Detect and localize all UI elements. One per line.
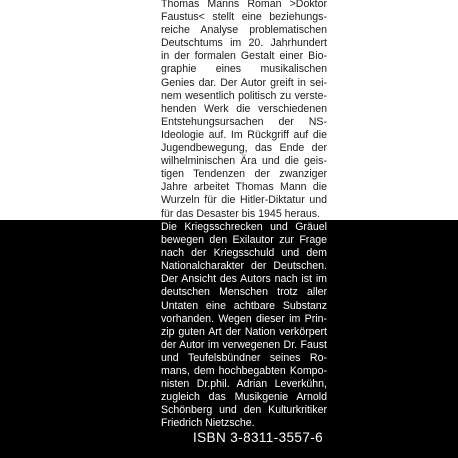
blurb-line: für das Desaster bis 1945 heraus. (161, 207, 320, 220)
blurb-line: Jahre arbeitet Thomas Mann die (161, 181, 327, 194)
blurb-line: und Teufelsbündner seines Ro- (161, 351, 327, 364)
blurb-line: nach der Kriegsschuld und dem (161, 247, 327, 260)
blurb-line: Genies dar. Der Autor greift in sei- (161, 76, 327, 89)
blurb-line: Deutschtums im 20. Jahrhundert (161, 37, 327, 50)
blurb-line: Die Kriegsschrecken und Gräuel (161, 221, 327, 233)
blurb-line: henden Werk die verschiedenen (161, 102, 327, 115)
blurb-line: der Autor im verwegenen Dr. Faust (161, 338, 327, 351)
blurb-line: Schönberg und den Kulturkritiker (161, 404, 327, 417)
blurb-line: wilhelminischen Ära und die geis- (161, 155, 327, 168)
blurb-line: in der formalen Gestalt einer Bio- (161, 50, 327, 63)
blurb-line: nem wesentlich politisch zu verste- (161, 89, 327, 102)
blurb-line: reiche Analyse problematischen (161, 24, 327, 37)
blurb-line: Friedrich Nietzsche. (161, 417, 255, 430)
blurb-line: Der Ansicht des Autors nach ist im (161, 273, 327, 286)
blurb-line: zugleich das Musikgenie Arnold (161, 391, 327, 404)
isbn-label: ISBN 3-8311-3557-6 (193, 430, 324, 445)
blurb-line: mans, dem hochbegabten Kompo- (161, 365, 327, 378)
blurb-line: Nationalcharakter der Deutschen. (161, 260, 327, 273)
blurb-line: Faustus< stellt eine beziehungs- (161, 11, 327, 24)
blurb-line: Jugendbewegung, das Ende der (161, 142, 327, 155)
blurb-line: vorhanden. Wegen dieser im Prin- (161, 312, 327, 325)
blurb-line: Untaten eine achtbare Substanz (161, 299, 327, 312)
blurb-bottom (161, 221, 327, 431)
blurb-line: Thomas Manns Roman >Doktor (161, 0, 327, 10)
blurb-line: zip guten Art der Nation verkörpert (161, 325, 327, 338)
blurb-line: graphie eines musikalischen (161, 63, 327, 76)
blurb-top (161, 0, 327, 221)
blurb-line: deutschen Menschen trotz aller (161, 286, 327, 299)
blurb-line: Wurzeln für die Hitler-Diktatur und (161, 194, 327, 207)
blurb-line: tigen Tendenzen der zwanziger (161, 168, 327, 181)
blurb-line: bewegen den Exilautor zur Frage (161, 234, 327, 247)
blurb-line: nisten Dr.phil. Adrian Leverkühn, (161, 378, 327, 391)
blurb-line: Ideologie auf. Im Rückgriff auf die (161, 128, 327, 141)
blurb-line: Entstehungsursachen der NS- (161, 115, 327, 128)
